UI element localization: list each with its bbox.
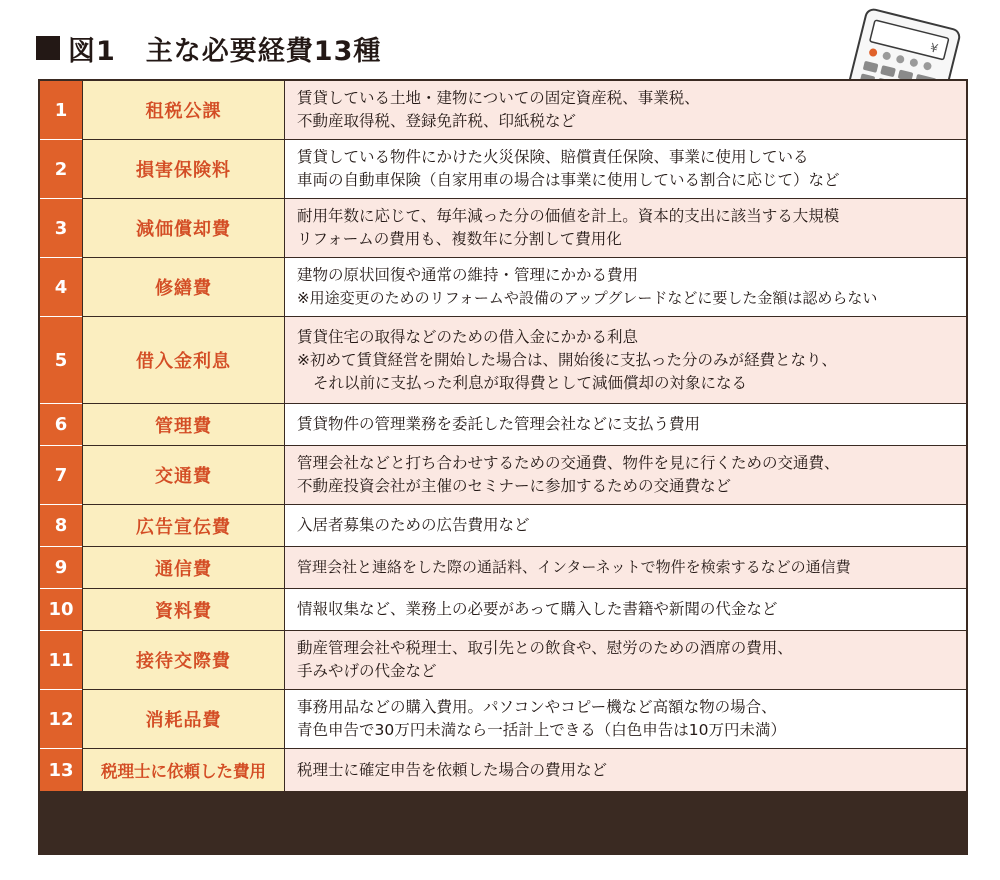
expense-description (285, 547, 966, 589)
description-line: 不動産投資会社が主催のセミナーに参加するための交通費など (297, 477, 732, 495)
expense-description (285, 505, 966, 547)
expense-name: 減価償却費 (82, 199, 285, 258)
expense-description (285, 589, 966, 631)
description-line: ※用途変更のためのリフォームや設備のアップグレードなどに要した金額は認めらない (297, 289, 878, 307)
expense-description (285, 317, 966, 404)
row-number: 9 (40, 547, 82, 589)
expense-name: 借入金利息 (82, 317, 285, 404)
row-number: 2 (40, 140, 82, 199)
description-line: リフォームの費用も、複数年に分割して費用化 (297, 230, 622, 248)
row-number: 7 (40, 446, 82, 505)
description-line: ※初めて賃貸経営を開始した場合は、開始後に支払った分のみが経費となり、 (297, 350, 837, 369)
expense-description (285, 81, 966, 140)
expense-name: 損害保険料 (82, 140, 285, 199)
description-line: 賃貸している土地・建物についての固定資産税、事業税、 (297, 89, 700, 107)
description-line: 動産管理会社や税理士、取引先との飲食や、慰労のための酒席の費用、 (297, 639, 793, 657)
description-line: 入居者募集のための広告費用など (297, 516, 530, 534)
description-line: 建物の原状回復や通常の維持・管理にかかる費用 (297, 266, 639, 284)
expense-description (285, 199, 966, 258)
expense-name: 修繕費 (82, 258, 285, 317)
description-line: 管理会社などと打ち合わせするための交通費、物件を見に行くための交通費、 (297, 454, 840, 472)
expense-name: 接待交際費 (82, 631, 285, 690)
row-number: 11 (40, 631, 82, 690)
figure-heading: 主な必要経費13種 (145, 35, 382, 67)
calculator-yen-sign: ¥ (928, 40, 940, 56)
description-line: 事務用品などの購入費用。パソコンやコピー機など高額な物の場合、 (297, 698, 777, 716)
expense-description (285, 749, 966, 791)
row-number: 6 (40, 404, 82, 446)
expense-description (285, 258, 966, 317)
row-number: 4 (40, 258, 82, 317)
expense-description (285, 690, 966, 749)
row-number: 12 (40, 690, 82, 749)
expense-table (38, 79, 968, 855)
expense-name: 租税公課 (82, 81, 285, 140)
expense-name: 通信費 (82, 547, 285, 589)
expense-description (285, 446, 966, 505)
description-line: 手みやげの代金など (297, 662, 437, 680)
description-line: 車両の自動車保険（自家用車の場合は事業に使用している割合に応じて）など (297, 171, 840, 189)
expense-name: 広告宣伝費 (82, 505, 285, 547)
description-line: それ以前に支払った利息が取得費として減価償却の対象になる (313, 373, 748, 392)
expense-name: 交通費 (82, 446, 285, 505)
description-line: 賃貸住宅の取得などのための借入金にかかる利息 (297, 327, 639, 346)
row-number: 5 (40, 317, 82, 404)
figure-title (36, 28, 381, 68)
expense-description (285, 631, 966, 690)
row-number: 1 (40, 81, 82, 140)
expense-description (285, 140, 966, 199)
expense-name: 税理士に依頼した費用 (82, 749, 285, 791)
square-bullet-icon (36, 36, 60, 60)
description-line: 管理会社と連絡をした際の通話料、インターネットで物件を検索するなどの通信費 (297, 558, 851, 576)
description-line: 不動産取得税、登録免許税、印紙税など (297, 112, 577, 130)
expense-name: 消耗品費 (82, 690, 285, 749)
row-number: 10 (40, 589, 82, 631)
row-number: 3 (40, 199, 82, 258)
description-line: 賃貸している物件にかけた火災保険、賠償責任保険、事業に使用している (297, 148, 809, 166)
figure-label: 図1 (68, 35, 116, 67)
description-line: 情報収集など、業務上の必要があって購入した書籍や新聞の代金など (297, 600, 778, 618)
expense-name: 資料費 (82, 589, 285, 631)
description-line: 青色申告で30万円未満なら一括計上できる（白色申告は10万円未満） (297, 721, 786, 739)
row-number: 13 (40, 749, 82, 791)
description-line: 賃貸物件の管理業務を委託した管理会社などに支払う費用 (297, 415, 701, 433)
description-line: 税理士に確定申告を依頼した場合の費用など (297, 760, 608, 779)
description-line: 耐用年数に応じて、毎年減った分の価値を計上。資本的支出に該当する大規模 (297, 207, 840, 225)
expense-description (285, 404, 966, 446)
row-number: 8 (40, 505, 82, 547)
expense-name: 管理費 (82, 404, 285, 446)
